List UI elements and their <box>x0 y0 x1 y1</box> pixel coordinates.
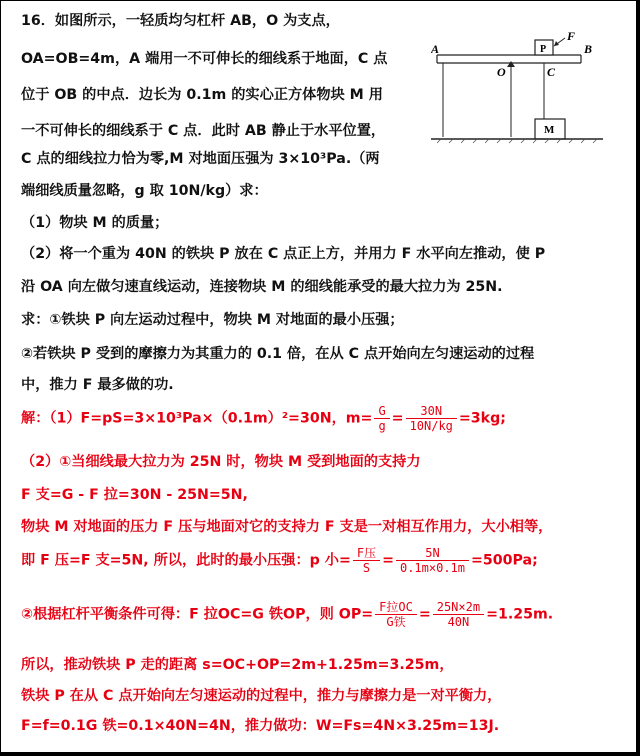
frac-den: 10N/kg <box>406 418 457 433</box>
problem-line-6: 端细线质量忽略，g 取 10N/kg）求： <box>21 183 268 199</box>
frac-num: 25N×2m <box>436 600 481 614</box>
solution-line-5 <box>21 546 538 575</box>
solution-5-text: 即 F 压=F 支=5N, 所以，此时的最小压强：p 小= <box>21 552 351 569</box>
solution-line-4: 物块 M 对地面的压力 F 压与地面对它的支持力 F 支是一对相互作用力，大小相等， <box>21 519 553 535</box>
solution-6-result: =1.25m. <box>486 606 554 623</box>
frac-num: G <box>378 404 386 418</box>
problem-line-5: C 点的细线拉力恰为零,M 对地面压强为 3×10³Pa.（两 <box>21 151 380 167</box>
frac-den: 40N <box>433 614 484 629</box>
problem-line-3: 位于 OB 的中点．边长为 0.1m 的实心正方体物块 M 用 <box>21 87 383 103</box>
equals-sign: = <box>391 410 404 427</box>
problem-line-7: （1）物块 M 的质量； <box>21 215 169 231</box>
solution-1-result: =3kg; <box>458 410 506 427</box>
equals-sign: = <box>418 606 431 623</box>
problem-line-2: OA=OB=4m，A 端用一不可伸长的细线系于地面，C 点 <box>21 51 388 67</box>
label-c: C <box>547 65 556 79</box>
frac-den: 0.1m×0.1m <box>396 560 469 575</box>
frac-den: g <box>374 418 389 433</box>
solution-line-9: F=f=0.1G 铁=0.1×40N=4N，推力做功：W=Fs=4N×3.25m=13J. <box>21 718 500 734</box>
problem-line-11: ②若铁块 P 受到的摩擦力为其重力的 0.1 倍，在从 C 点开始向左匀速运动的过程 <box>21 346 535 362</box>
fraction-30n-over-10nkg <box>406 404 457 433</box>
problem-line-12: 中，推力 F 最多做的功. <box>21 377 174 393</box>
solution-line-1 <box>21 404 506 433</box>
lever-figure <box>431 31 611 151</box>
solution-line-3: F 支=G - F 拉=30N - 25N=5N, <box>21 487 248 503</box>
problem-line-4: 一不可伸长的细线系于 C 点．此时 AB 静止于水平位置， <box>21 123 386 139</box>
problem-line-10: 求：①铁块 P 向左运动过程中，物块 M 对地面的最小压强； <box>21 312 404 328</box>
solution-line-6 <box>21 600 553 629</box>
frac-den: S <box>353 560 380 575</box>
solution-line-8: 铁块 P 在从 C 点开始向左匀速运动的过程中，推力与摩擦力是一对平衡力， <box>21 688 502 704</box>
fraction-g-over-g <box>374 404 389 433</box>
label-p: P <box>540 44 547 55</box>
problem-line-8: （2）将一个重为 40N 的铁块 P 放在 C 点正上方，并用力 F 水平向左推动，使 P <box>21 246 546 262</box>
label-o: O <box>497 65 506 79</box>
problem-line-1: 16．如图所示，一轻质均匀杠杆 AB，O 为支点， <box>21 13 340 29</box>
equals-sign: = <box>382 552 394 569</box>
frac-num: 30N <box>420 404 443 418</box>
label-a: A <box>431 42 440 56</box>
frac-num: 5N <box>425 546 440 560</box>
solution-5-result: =500Pa; <box>471 552 538 569</box>
problem-line-9: 沿 OA 向左做匀速直线运动，连接物块 M 的细线能承受的最大拉力为 25N. <box>21 279 503 295</box>
solution-line-2: （2）①当细线最大拉力为 25N 时，物块 M 受到地面的支持力 <box>21 454 421 470</box>
fraction-f-over-s <box>353 546 380 575</box>
solution-1-text: 解：（1）F=pS=3×10³Pa×（0.1m）²=30N，m= <box>21 410 373 427</box>
fraction-5n-over-area <box>396 546 469 575</box>
solution-6-text: ②根据杠杆平衡条件可得：F 拉OC=G 铁OP，则 OP= <box>21 606 374 623</box>
label-f: F <box>567 31 576 43</box>
frac-den: G铁 <box>375 614 417 629</box>
fraction-50-over-40 <box>433 600 484 629</box>
solution-line-7: 所以，推动铁块 P 走的距离 s=OC+OP=2m+1.25m=3.25m， <box>21 657 454 673</box>
label-b: B <box>584 42 593 56</box>
frac-num: F压 <box>356 546 377 560</box>
frac-num: F拉OC <box>379 600 413 614</box>
label-m: M <box>544 124 555 136</box>
fraction-foc-over-g <box>375 600 417 629</box>
